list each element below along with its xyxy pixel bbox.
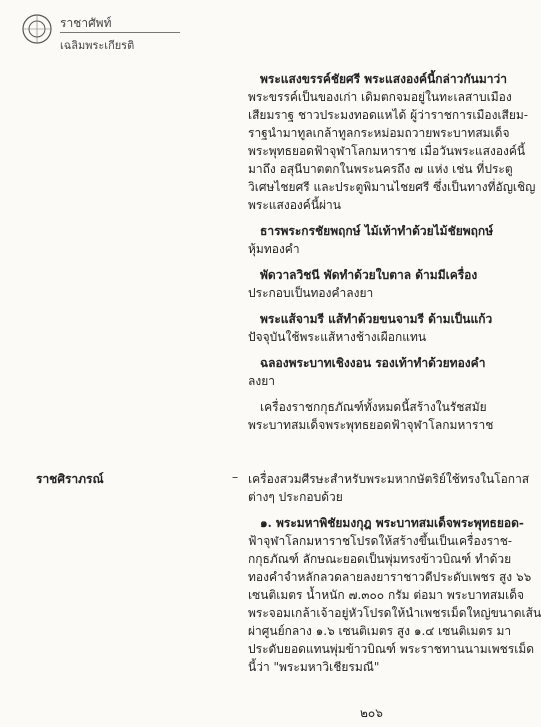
text-line: ธารพระกรชัยพฤกษ์ ไม้เท้าทำด้วยไม้ชัยพฤกษ์: [260, 224, 494, 238]
text-line: พระแสงองค์นี้ผ่าน: [248, 198, 341, 212]
section-dash: –: [232, 470, 238, 484]
section-regalia: [248, 70, 536, 442]
page-header: [20, 12, 490, 54]
text-line: พระจอมเกล้าเจ้าอยู่หัวโปรดให้นำเพชรเม็ดใหญ่ขนาดเส้น: [248, 606, 541, 620]
text-line: มาถึง อสุนีบาตตกในพระนครถึง ๗ แห่ง เช่น ที่ประตู: [248, 162, 513, 176]
text-line: พระขรรค์เป็นของเก่า เดิมตกจมอยู่ในทะเลสาบเมือง: [248, 90, 512, 104]
text-line: พระแสงขรรค์ชัยศรี พระแสงองค์นี้กล่าวกันมาว่า: [260, 72, 507, 86]
text-line: พระบาทสมเด็จพระพุทธยอดฟ้าจุฬาโลกมหาราช: [248, 418, 494, 432]
text-line: พระแส้จามรี แส้ทำด้วยขนจามรี ด้ามเป็นแก้ว: [260, 312, 493, 326]
text-line: กกุธภัณฑ์ ลักษณะยอดเป็นพุ่มทรงข้าวบิณฑ์ ทำด้วย: [248, 552, 512, 566]
text-line: ต่างๆ ประกอบด้วย: [248, 490, 343, 504]
text-line: ราฐนำมาทูลเกล้าทูลกระหม่อมถวายพระบาทสมเด็จ: [248, 126, 510, 140]
text-line: เครื่องสวมศีรษะสำหรับพระมหากษัตริย์ใช้ทรงในโอกาส: [248, 472, 530, 486]
text-line: พระพุทธยอดฟ้าจุฬาโลกมหาราช เมื่อวันพระแสงองค์นี้: [248, 144, 526, 158]
paragraph-staff: [248, 222, 496, 258]
emblem-icon: [20, 12, 54, 46]
paragraph-crown: [248, 514, 541, 676]
text-line: ประกอบเป็นทองคำลงยา: [248, 286, 374, 300]
text-line: ลงยา: [248, 374, 275, 388]
paragraph-sword: [248, 70, 536, 214]
header-subtitle: เฉลิมพระเกียรติ: [60, 39, 135, 52]
text-line: ปัจจุบันใช้พระแส้หางช้างเผือกแทน: [248, 330, 427, 344]
text-line: วิเศษไชยศรี และประตูพิมานไชยศรี ซึ่งเป็นทางที่อัญเชิญ: [248, 180, 536, 194]
paragraph-intro: [248, 470, 530, 506]
text-line: ๑. พระมหาพิชัยมงกุฎ พระบาทสมเด็จพระพุทธยอด-: [260, 516, 524, 530]
text-line: ฟ้าจุฬาโลกมหาราชโปรดให้สร้างขึ้นเป็นเครื่องราช-: [248, 534, 512, 548]
text-line: เซนติเมตร น้ำหนัก ๗.๓๐๐ กรัม ต่อมา พระบาทสมเด็จ: [248, 588, 525, 602]
text-line: หุ้มทองคำ: [248, 242, 300, 256]
text-line: ฉลองพระบาทเชิงงอน รองเท้าทำด้วยทองคำ: [260, 356, 486, 370]
text-line: พัดวาลวิชนี พัดทำด้วยใบตาล ด้ามมีเครื่อง: [260, 268, 478, 282]
page-number: ๒๐๖: [360, 706, 383, 720]
text-line: เสียมราฐ ชาวประมงทอดแหได้ ผู้ว่าราชการเมืองเสียม-: [248, 108, 528, 122]
section-headwear: [248, 470, 541, 684]
text-line: ผ่าศูนย์กลาง ๑.๖ เซนติเมตร สูง ๑.๔ เซนติเมตร มา: [248, 624, 512, 638]
text-line: เครื่องราชกกุธภัณฑ์ทั้งหมดนี้สร้างในรัชสมัย: [260, 400, 487, 414]
paragraph-slippers: [248, 354, 496, 390]
text-line: ทองคำจำหลักลวดลายลงยาราชาวดีประดับเพชร สูง ๖๖: [248, 570, 532, 584]
text-line: นี้ว่า "พระมหาวิเชียรมณี": [248, 660, 380, 674]
paragraph-summary: [248, 398, 496, 434]
header-rule: [60, 32, 180, 33]
paragraph-fan: [248, 266, 496, 302]
header-title: ราชาศัพท์: [60, 16, 112, 30]
paragraph-whisk: [248, 310, 496, 346]
section-label: ราชศิราภรณ์: [36, 472, 104, 486]
text-line: ประดับยอดแทนพุ่มข้าวบิณฑ์ พระราชทานนามเพชรเม็ด: [248, 642, 535, 656]
